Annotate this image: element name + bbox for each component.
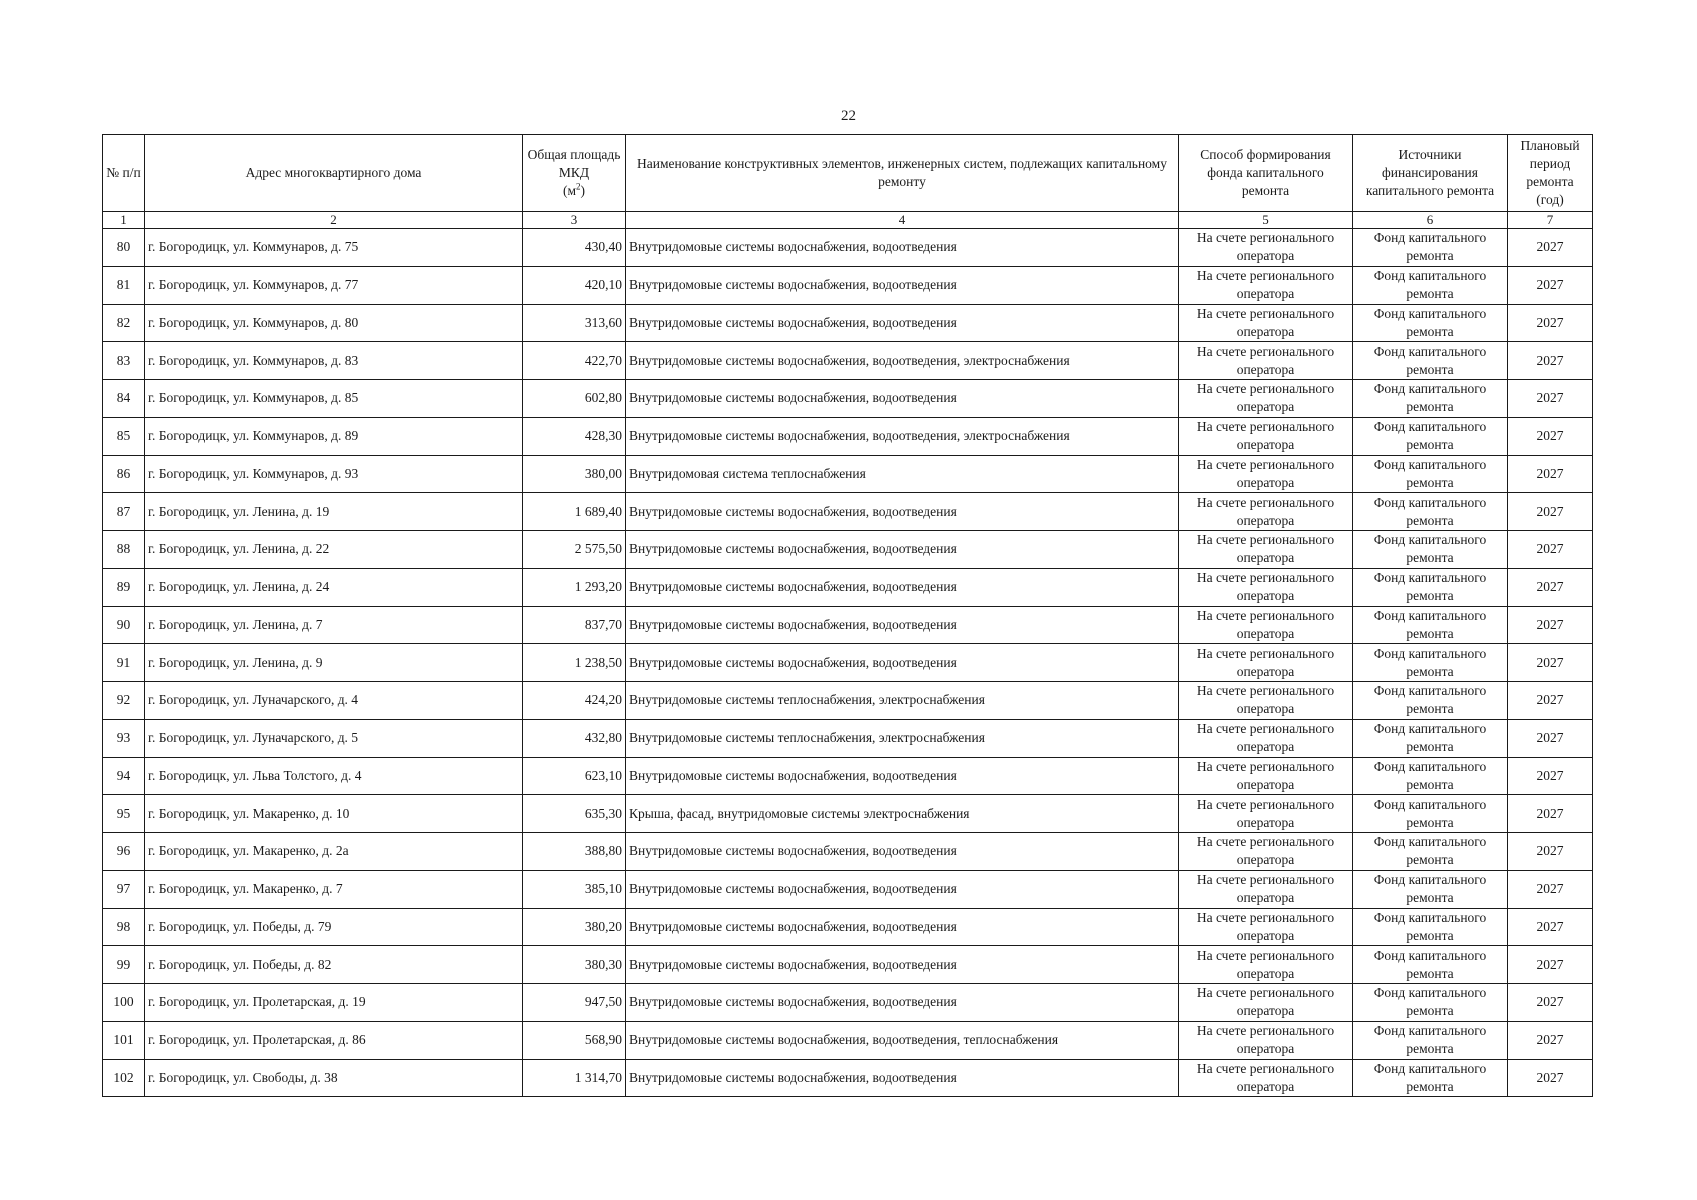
header-period: Плановый период ремонта (год)	[1508, 135, 1593, 212]
table-row	[103, 984, 1593, 1022]
column-number: 6	[1353, 212, 1508, 229]
row-number: 102	[103, 1059, 145, 1097]
row-number: 96	[103, 833, 145, 871]
row-address: г. Богородицк, ул. Свободы, д. 38	[145, 1059, 523, 1097]
row-planned-year: 2027	[1508, 417, 1593, 455]
row-planned-year: 2027	[1508, 342, 1593, 380]
row-funding-source: Фонд капитального ремонта	[1353, 229, 1508, 267]
row-number: 81	[103, 266, 145, 304]
row-funding-source: Фонд капитального ремонта	[1353, 380, 1508, 418]
row-area: 1 293,20	[523, 568, 626, 606]
row-funding-source: Фонд капитального ремонта	[1353, 266, 1508, 304]
row-area: 380,00	[523, 455, 626, 493]
row-elements: Внутридомовые системы водоснабжения, водоотведения	[626, 644, 1179, 682]
row-fund-method: На счете регионального оператора	[1179, 870, 1353, 908]
row-fund-method: На счете регионального оператора	[1179, 493, 1353, 531]
table-row	[103, 266, 1593, 304]
row-funding-source: Фонд капитального ремонта	[1353, 493, 1508, 531]
row-number: 91	[103, 644, 145, 682]
row-funding-source: Фонд капитального ремонта	[1353, 870, 1508, 908]
row-elements: Внутридомовые системы водоснабжения, водоотведения	[626, 229, 1179, 267]
row-fund-method: На счете регионального оператора	[1179, 719, 1353, 757]
row-address: г. Богородицк, ул. Коммунаров, д. 93	[145, 455, 523, 493]
row-address: г. Богородицк, ул. Ленина, д. 9	[145, 644, 523, 682]
header-address: Адрес многоквартирного дома	[145, 135, 523, 212]
row-funding-source: Фонд капитального ремонта	[1353, 719, 1508, 757]
row-planned-year: 2027	[1508, 568, 1593, 606]
row-planned-year: 2027	[1508, 757, 1593, 795]
row-address: г. Богородицк, ул. Коммунаров, д. 77	[145, 266, 523, 304]
row-elements: Внутридомовые системы водоснабжения, водоотведения	[626, 908, 1179, 946]
table-row	[103, 229, 1593, 267]
row-planned-year: 2027	[1508, 1021, 1593, 1059]
row-funding-source: Фонд капитального ремонта	[1353, 304, 1508, 342]
row-address: г. Богородицк, ул. Луначарского, д. 4	[145, 682, 523, 720]
row-number: 93	[103, 719, 145, 757]
row-elements: Внутридомовые системы водоснабжения, водоотведения	[626, 833, 1179, 871]
row-planned-year: 2027	[1508, 455, 1593, 493]
row-elements: Внутридомовые системы водоснабжения, водоотведения	[626, 946, 1179, 984]
row-elements: Внутридомовые системы водоснабжения, водоотведения, теплоснабжения	[626, 1021, 1179, 1059]
row-planned-year: 2027	[1508, 946, 1593, 984]
row-number: 86	[103, 455, 145, 493]
row-fund-method: На счете регионального оператора	[1179, 380, 1353, 418]
row-fund-method: На счете регионального оператора	[1179, 1021, 1353, 1059]
row-fund-method: На счете регионального оператора	[1179, 644, 1353, 682]
table-row	[103, 417, 1593, 455]
row-address: г. Богородицк, ул. Макаренко, д. 10	[145, 795, 523, 833]
repair-registry-table	[102, 134, 1593, 1097]
table-row	[103, 1021, 1593, 1059]
row-address: г. Богородицк, ул. Победы, д. 79	[145, 908, 523, 946]
column-number: 3	[523, 212, 626, 229]
row-elements: Внутридомовые системы водоснабжения, водоотведения	[626, 757, 1179, 795]
row-fund-method: На счете регионального оператора	[1179, 984, 1353, 1022]
row-address: г. Богородицк, ул. Победы, д. 82	[145, 946, 523, 984]
row-funding-source: Фонд капитального ремонта	[1353, 606, 1508, 644]
table-row	[103, 342, 1593, 380]
row-fund-method: На счете регионального оператора	[1179, 682, 1353, 720]
row-area: 388,80	[523, 833, 626, 871]
row-fund-method: На счете регионального оператора	[1179, 757, 1353, 795]
row-area: 313,60	[523, 304, 626, 342]
row-fund-method: На счете регионального оператора	[1179, 531, 1353, 569]
row-elements: Внутридомовые системы водоснабжения, водоотведения	[626, 493, 1179, 531]
row-area: 1 314,70	[523, 1059, 626, 1097]
row-funding-source: Фонд капитального ремонта	[1353, 644, 1508, 682]
row-elements: Крыша, фасад, внутридомовые системы электроснабжения	[626, 795, 1179, 833]
table-header-row	[103, 135, 1593, 212]
row-area: 635,30	[523, 795, 626, 833]
row-area: 385,10	[523, 870, 626, 908]
row-funding-source: Фонд капитального ремонта	[1353, 1021, 1508, 1059]
row-address: г. Богородицк, ул. Ленина, д. 22	[145, 531, 523, 569]
row-address: г. Богородицк, ул. Коммунаров, д. 75	[145, 229, 523, 267]
row-planned-year: 2027	[1508, 795, 1593, 833]
row-planned-year: 2027	[1508, 644, 1593, 682]
row-address: г. Богородицк, ул. Коммунаров, д. 89	[145, 417, 523, 455]
row-number: 99	[103, 946, 145, 984]
row-number: 98	[103, 908, 145, 946]
row-number: 88	[103, 531, 145, 569]
column-number: 4	[626, 212, 1179, 229]
row-fund-method: На счете регионального оператора	[1179, 606, 1353, 644]
row-number: 97	[103, 870, 145, 908]
row-number: 94	[103, 757, 145, 795]
table-row	[103, 682, 1593, 720]
row-area: 1 238,50	[523, 644, 626, 682]
header-sources: Источники финансирования капитального ремонта	[1353, 135, 1508, 212]
row-elements: Внутридомовые системы водоснабжения, водоотведения	[626, 606, 1179, 644]
row-elements: Внутридомовые системы водоснабжения, водоотведения	[626, 266, 1179, 304]
row-number: 83	[103, 342, 145, 380]
table-row	[103, 870, 1593, 908]
row-planned-year: 2027	[1508, 531, 1593, 569]
row-number: 84	[103, 380, 145, 418]
row-area: 602,80	[523, 380, 626, 418]
row-elements: Внутридомовые системы водоснабжения, водоотведения	[626, 1059, 1179, 1097]
row-planned-year: 2027	[1508, 493, 1593, 531]
row-fund-method: На счете регионального оператора	[1179, 342, 1353, 380]
row-planned-year: 2027	[1508, 682, 1593, 720]
header-area	[523, 135, 626, 212]
row-elements: Внутридомовые системы водоснабжения, водоотведения, электроснабжения	[626, 417, 1179, 455]
row-area: 623,10	[523, 757, 626, 795]
row-area: 428,30	[523, 417, 626, 455]
table-row	[103, 719, 1593, 757]
row-planned-year: 2027	[1508, 984, 1593, 1022]
row-number: 80	[103, 229, 145, 267]
row-address: г. Богородицк, ул. Макаренко, д. 7	[145, 870, 523, 908]
row-planned-year: 2027	[1508, 870, 1593, 908]
row-elements: Внутридомовые системы водоснабжения, водоотведения	[626, 870, 1179, 908]
row-funding-source: Фонд капитального ремонта	[1353, 568, 1508, 606]
row-fund-method: На счете регионального оператора	[1179, 229, 1353, 267]
row-planned-year: 2027	[1508, 833, 1593, 871]
row-area: 2 575,50	[523, 531, 626, 569]
header-area-label: Общая площадь МКД	[527, 147, 621, 180]
row-elements: Внутридомовые системы теплоснабжения, электроснабжения	[626, 719, 1179, 757]
row-address: г. Богородицк, ул. Пролетарская, д. 19	[145, 984, 523, 1022]
header-num: № п/п	[103, 135, 145, 212]
row-planned-year: 2027	[1508, 719, 1593, 757]
row-number: 82	[103, 304, 145, 342]
row-area: 432,80	[523, 719, 626, 757]
row-number: 89	[103, 568, 145, 606]
header-elements: Наименование конструктивных элементов, инженерных систем, подлежащих капитальному ремонту	[626, 135, 1179, 212]
row-number: 95	[103, 795, 145, 833]
table-row	[103, 644, 1593, 682]
table-row	[103, 493, 1593, 531]
row-fund-method: На счете регионального оператора	[1179, 1059, 1353, 1097]
table-row	[103, 946, 1593, 984]
row-fund-method: На счете регионального оператора	[1179, 417, 1353, 455]
row-address: г. Богородицк, ул. Коммунаров, д. 83	[145, 342, 523, 380]
row-address: г. Богородицк, ул. Льва Толстого, д. 4	[145, 757, 523, 795]
row-area: 430,40	[523, 229, 626, 267]
row-area: 380,30	[523, 946, 626, 984]
row-funding-source: Фонд капитального ремонта	[1353, 531, 1508, 569]
row-number: 87	[103, 493, 145, 531]
row-fund-method: На счете регионального оператора	[1179, 833, 1353, 871]
row-fund-method: На счете регионального оператора	[1179, 908, 1353, 946]
table-row	[103, 304, 1593, 342]
row-planned-year: 2027	[1508, 1059, 1593, 1097]
row-area: 837,70	[523, 606, 626, 644]
row-funding-source: Фонд капитального ремонта	[1353, 682, 1508, 720]
row-planned-year: 2027	[1508, 380, 1593, 418]
row-address: г. Богородицк, ул. Коммунаров, д. 85	[145, 380, 523, 418]
row-elements: Внутридомовые системы водоснабжения, водоотведения	[626, 531, 1179, 569]
row-address: г. Богородицк, ул. Ленина, д. 7	[145, 606, 523, 644]
row-funding-source: Фонд капитального ремонта	[1353, 757, 1508, 795]
row-funding-source: Фонд капитального ремонта	[1353, 946, 1508, 984]
row-elements: Внутридомовая система теплоснабжения	[626, 455, 1179, 493]
row-funding-source: Фонд капитального ремонта	[1353, 984, 1508, 1022]
row-area: 568,90	[523, 1021, 626, 1059]
table-row	[103, 795, 1593, 833]
row-area: 380,20	[523, 908, 626, 946]
row-planned-year: 2027	[1508, 606, 1593, 644]
column-number: 1	[103, 212, 145, 229]
column-number: 2	[145, 212, 523, 229]
row-funding-source: Фонд капитального ремонта	[1353, 833, 1508, 871]
row-elements: Внутридомовые системы водоснабжения, водоотведения	[626, 380, 1179, 418]
table-body	[103, 229, 1593, 1097]
table-row	[103, 833, 1593, 871]
row-address: г. Богородицк, ул. Ленина, д. 24	[145, 568, 523, 606]
row-number: 90	[103, 606, 145, 644]
row-elements: Внутридомовые системы водоснабжения, водоотведения	[626, 984, 1179, 1022]
column-number: 5	[1179, 212, 1353, 229]
table-row	[103, 606, 1593, 644]
row-funding-source: Фонд капитального ремонта	[1353, 455, 1508, 493]
row-area: 947,50	[523, 984, 626, 1022]
row-area: 422,70	[523, 342, 626, 380]
row-planned-year: 2027	[1508, 304, 1593, 342]
table-row	[103, 1059, 1593, 1097]
page-number: 22	[841, 108, 856, 124]
row-funding-source: Фонд капитального ремонта	[1353, 342, 1508, 380]
table-row	[103, 380, 1593, 418]
table-row	[103, 455, 1593, 493]
row-address: г. Богородицк, ул. Ленина, д. 19	[145, 493, 523, 531]
header-fund-method: Способ формирования фонда капитального ремонта	[1179, 135, 1353, 212]
header-area-unit: $(м^2)$	[562, 181, 586, 198]
row-area: 420,10	[523, 266, 626, 304]
row-address: г. Богородицк, ул. Луначарского, д. 5	[145, 719, 523, 757]
row-funding-source: Фонд капитального ремонта	[1353, 1059, 1508, 1097]
row-elements: Внутридомовые системы водоснабжения, водоотведения	[626, 568, 1179, 606]
row-planned-year: 2027	[1508, 908, 1593, 946]
row-funding-source: Фонд капитального ремонта	[1353, 417, 1508, 455]
row-planned-year: 2027	[1508, 229, 1593, 267]
row-fund-method: На счете регионального оператора	[1179, 568, 1353, 606]
row-fund-method: На счете регионального оператора	[1179, 946, 1353, 984]
row-area: 1 689,40	[523, 493, 626, 531]
row-number: 92	[103, 682, 145, 720]
row-fund-method: На счете регионального оператора	[1179, 795, 1353, 833]
row-funding-source: Фонд капитального ремонта	[1353, 908, 1508, 946]
row-funding-source: Фонд капитального ремонта	[1353, 795, 1508, 833]
row-area: 424,20	[523, 682, 626, 720]
row-elements: Внутридомовые системы водоснабжения, водоотведения	[626, 304, 1179, 342]
row-fund-method: На счете регионального оператора	[1179, 455, 1353, 493]
table-row	[103, 757, 1593, 795]
row-fund-method: На счете регионального оператора	[1179, 266, 1353, 304]
column-number-row	[103, 212, 1593, 229]
row-address: г. Богородицк, ул. Макаренко, д. 2а	[145, 833, 523, 871]
row-fund-method: На счете регионального оператора	[1179, 304, 1353, 342]
row-planned-year: 2027	[1508, 266, 1593, 304]
row-address: г. Богородицк, ул. Коммунаров, д. 80	[145, 304, 523, 342]
row-number: 85	[103, 417, 145, 455]
table-row	[103, 908, 1593, 946]
row-number: 101	[103, 1021, 145, 1059]
row-elements: Внутридомовые системы водоснабжения, водоотведения, электроснабжения	[626, 342, 1179, 380]
row-elements: Внутридомовые системы теплоснабжения, электроснабжения	[626, 682, 1179, 720]
column-number: 7	[1508, 212, 1593, 229]
row-number: 100	[103, 984, 145, 1022]
table-row	[103, 531, 1593, 569]
row-address: г. Богородицк, ул. Пролетарская, д. 86	[145, 1021, 523, 1059]
table-row	[103, 568, 1593, 606]
